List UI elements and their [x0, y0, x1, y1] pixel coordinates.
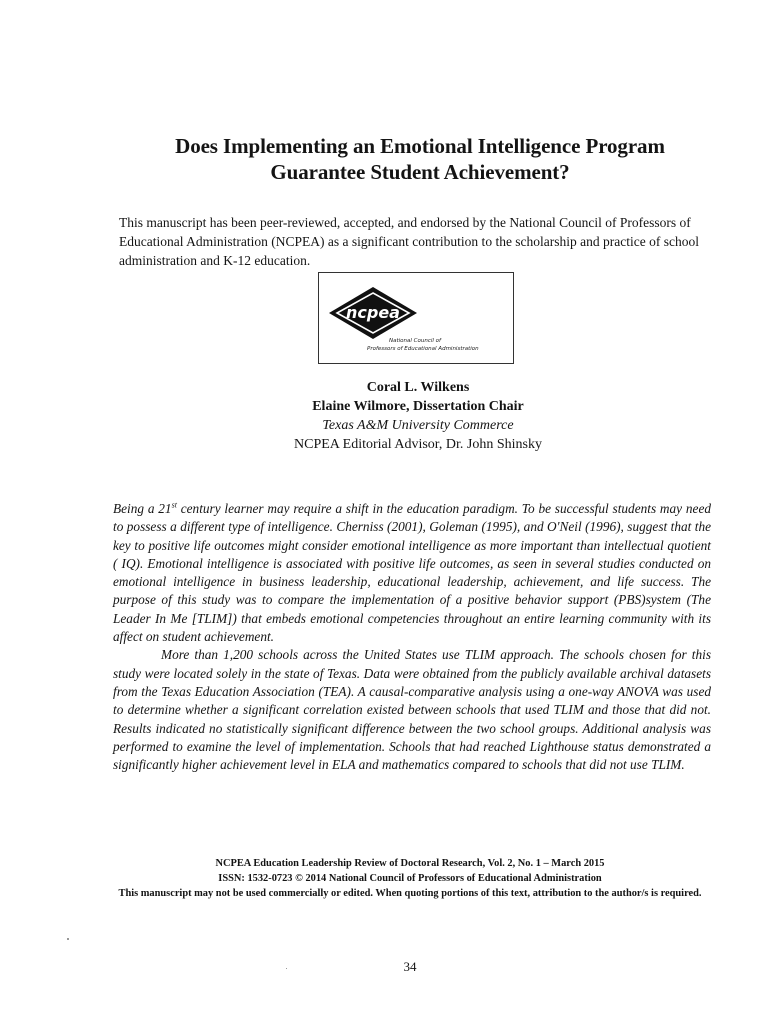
logo-wordmark: ncpea — [346, 303, 400, 322]
journal-citation: NCPEA Education Leadership Review of Doctoral Research, Vol. 2, No. 1 – March 2015 — [215, 858, 605, 869]
ncpea-diamond-logo — [327, 285, 419, 341]
logo-caption-line-2: Professors of Educational Administration — [367, 346, 479, 352]
abstract-paragraph-1 — [113, 500, 711, 646]
issn-copyright: ISSN: 1532-0723 © 2014 National Council of Professors of Educational Administration — [218, 873, 602, 884]
page-number: 34 — [403, 959, 417, 974]
abstract-paragraph-2: More than 1,200 schools across the United States use TLIM approach. The schools chosen for this study were located solely in the state of Texas. Data were obtained from the publicly available archival datasets from the Texas Education Association (TEA). A causal-comparative analysis using a one-way ANOVA was used to determine whether a significant correlation existed between schools that used TLIM and those that did not. Results indicated no statistically significant difference between the two school groups. Additional analysis was performed to examine the level of implementation. Schools that had reached Lighthouse status demonstrated a significantly higher achievement level in ELA and mathematics compared to schools that did not use TLIM. — [113, 647, 711, 773]
publication-footer — [100, 856, 720, 901]
author-name: Coral L. Wilkens — [366, 380, 470, 395]
paper-title — [100, 133, 740, 185]
ordinal-superscript: st — [171, 500, 177, 510]
university: Texas A&M University Commerce — [322, 418, 514, 433]
author-block — [168, 378, 668, 454]
editorial-advisor: NCPEA Editorial Advisor, Dr. John Shinsky — [294, 437, 542, 452]
usage-notice: This manuscript may not be used commercially or edited. When quoting portions of this text, attribution to the author/s is required. — [118, 888, 702, 899]
ncpea-logo — [318, 272, 514, 364]
title-line-1: Does Implementing an Emotional Intelligence Program — [175, 134, 665, 158]
logo-caption-line-1: National Council of — [389, 338, 441, 344]
abstract-p1-start: Being a 21 — [113, 501, 172, 516]
abstract-p1-rest: century learner may require a shift in the education paradigm. To be successful students may need to possess a different type of intelligence. Cherniss (2001), Goleman (1995), and O'Neil (1996), suggest that the key to positive life outcomes might consider emotional intelligence as more important than intellectual quotient ( IQ). Emotional intelligence is associated with positive life outcomes, as seen in several studies conducted on emotional intelligence in business leadership, educational leadership, achievement, and life success. The purpose of this study was to compare the implementation of a positive behavior support (PBS)system (The Leader In Me [TLIM]) that embeds emotional competencies throughout an entire learning community with its affect on student achievement. — [113, 501, 711, 645]
dissertation-chair: Elaine Wilmore, Dissertation Chair — [312, 399, 524, 414]
title-line-2: Guarantee Student Achievement? — [270, 160, 570, 184]
logo-caption — [367, 337, 479, 353]
scan-speck — [67, 938, 69, 940]
abstract — [113, 500, 711, 774]
scan-speck — [286, 968, 287, 969]
peer-review-statement: This manuscript has been peer-reviewed, accepted, and endorsed by the National Council of Professors of Educational Administration (NCPEA) as a significant contribution to the scholarship and practice of school administration and K-12 education. — [119, 215, 699, 268]
